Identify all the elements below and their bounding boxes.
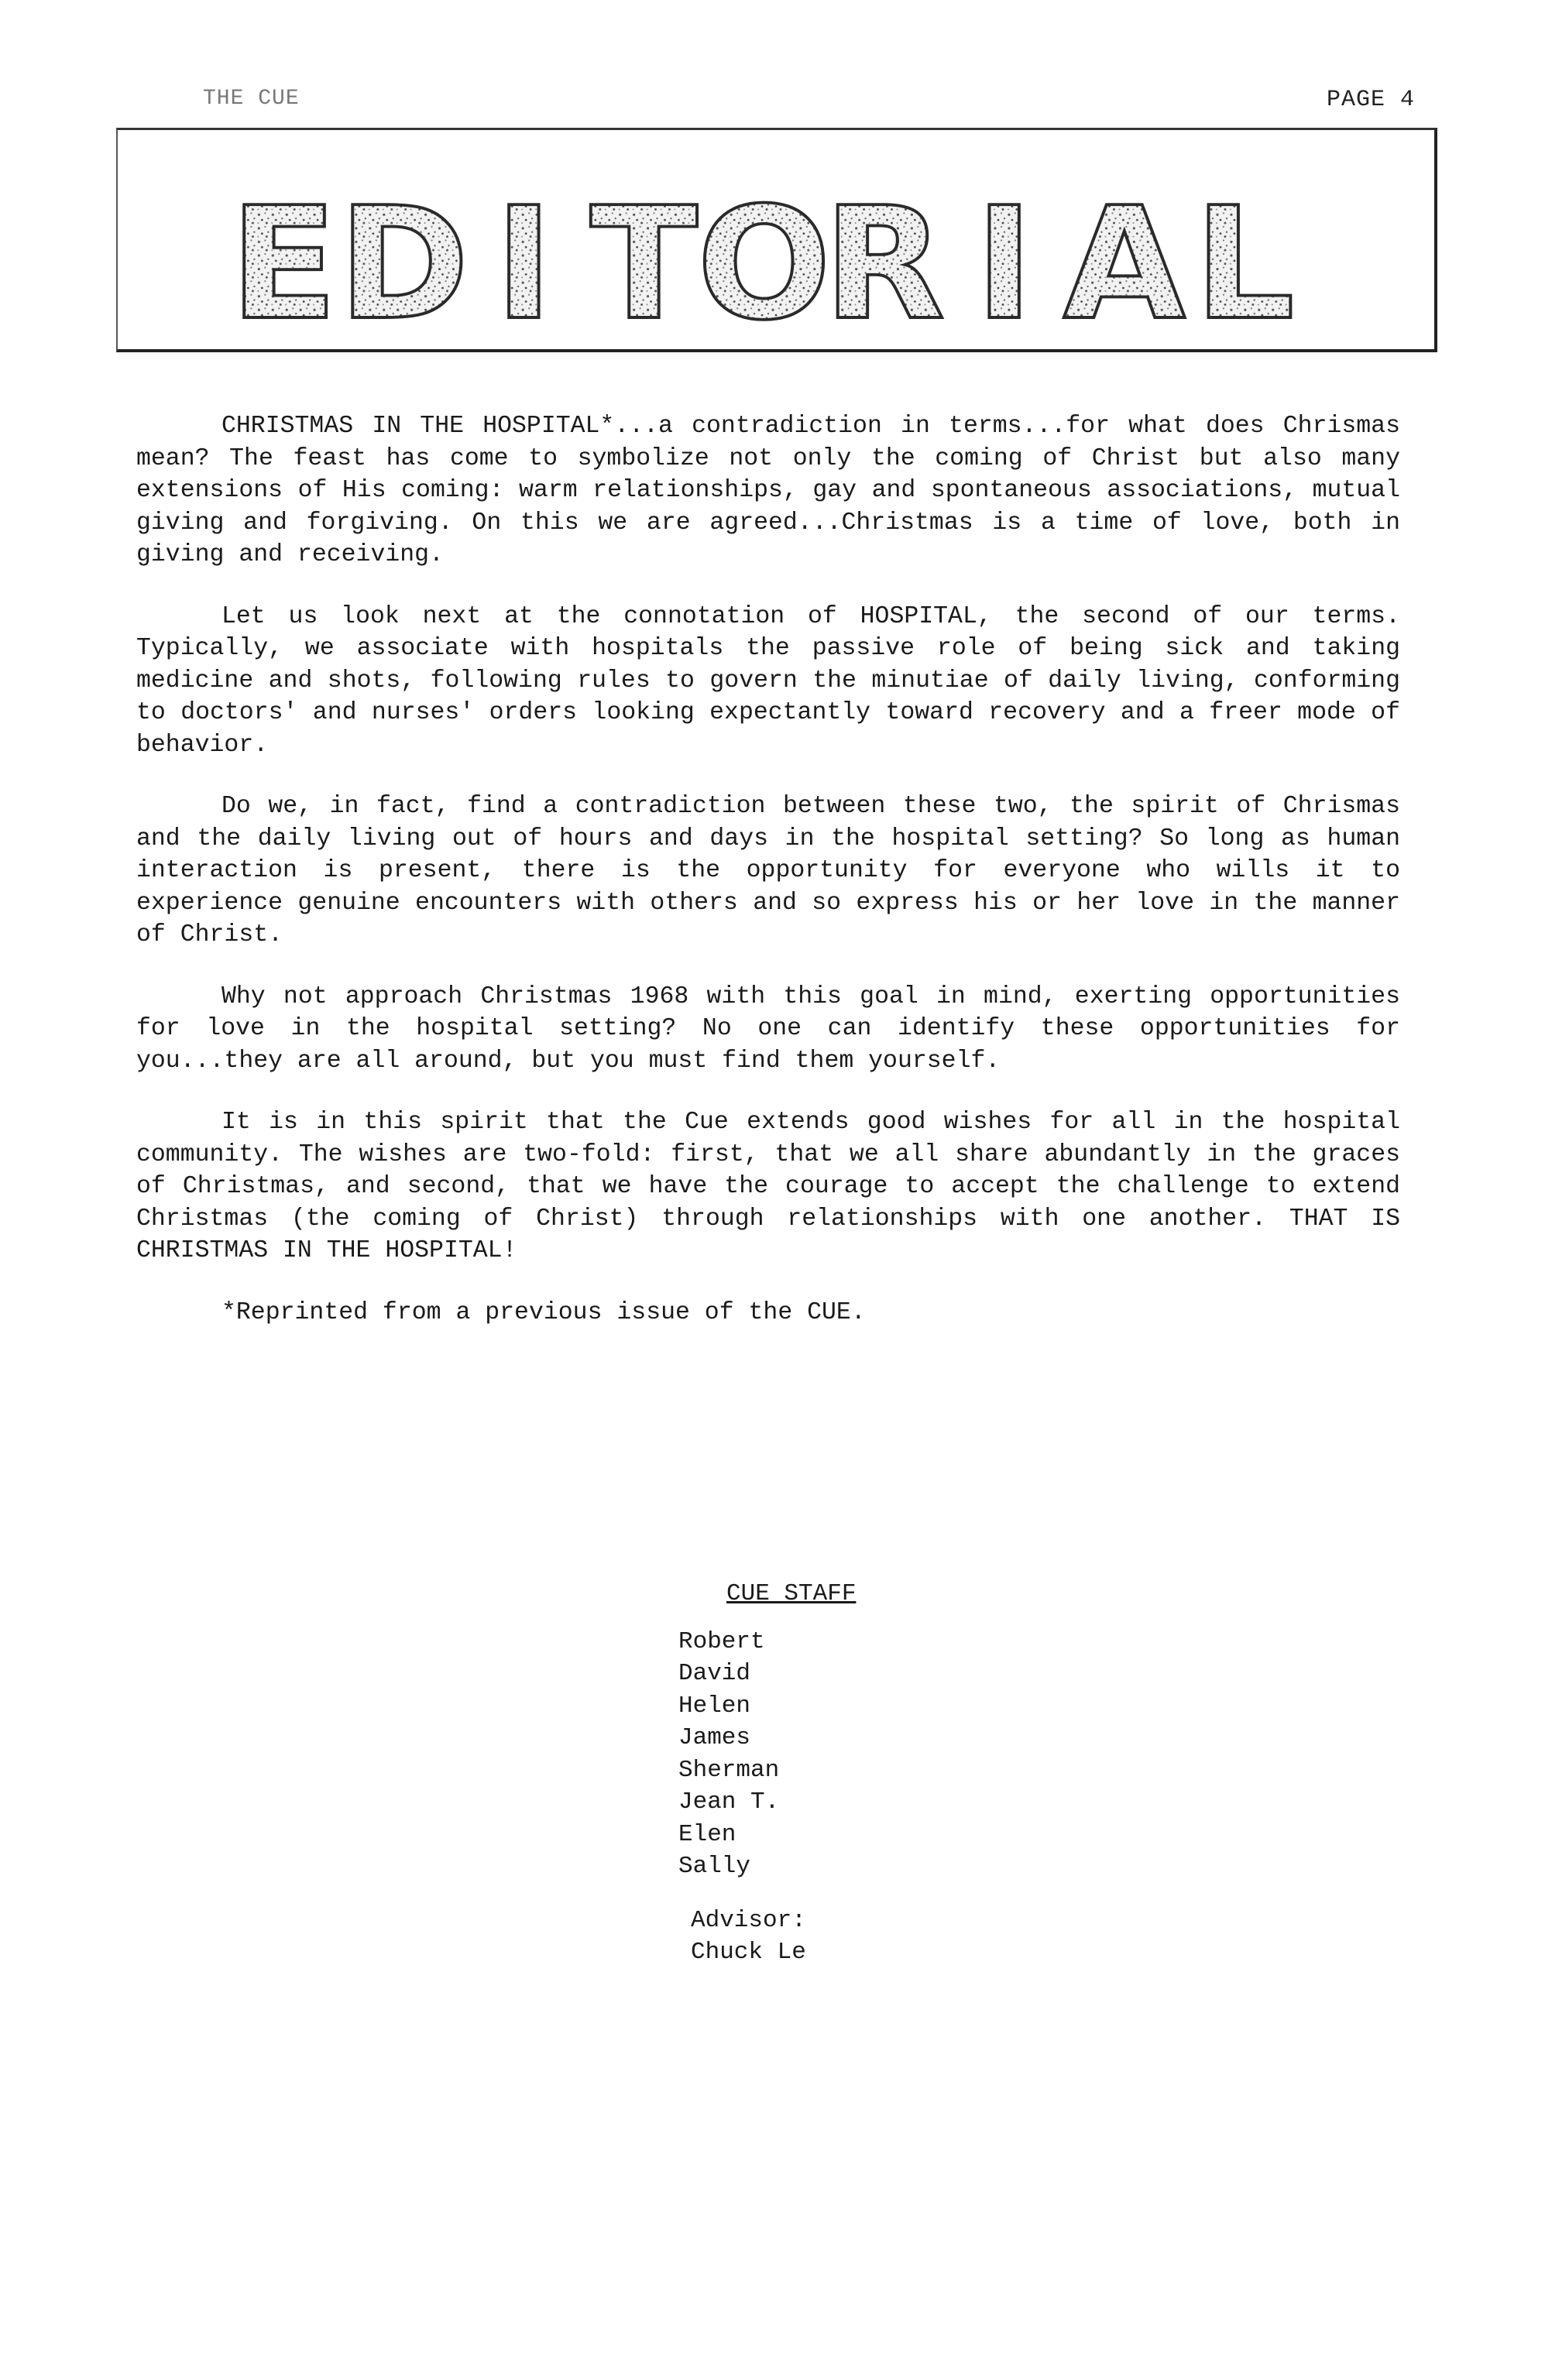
editorial-body [136,410,1400,1329]
staff-member: Helen [678,1692,751,1720]
staff-member: David [678,1660,751,1687]
editorial-paragraph: Do we, in fact, find a contradiction between these two, the spirit of Chrismas and the daily living out of hours and days in the hospital setting? So long as human interaction is present, there is the opportunity for everyone who wills it to experience genuine encounters with others and so express his or her love in the manner of Christ. [136,793,1400,948]
editorial-paragraph: CHRISTMAS IN THE HOSPITAL*...a contradiction in terms...for what does Chrismas mean? The feast has come to symbolize not only the coming of Christ but also many extensions of His coming: warm relationships, gay and spontaneous associations, mutual giving and forgiving. On this we are agreed...Christmas is a time of love, both in giving and receiving. [136,413,1400,568]
staff-member: Elen [678,1820,736,1848]
reprint-footnote: *Reprinted from a previous issue of the CUE. [221,1298,866,1326]
staff-title: CUE STAFF [726,1580,857,1607]
banner-letter: L [1193,173,1295,349]
banner-letter: R [822,173,946,349]
staff-list [678,1626,856,1883]
banner-letter: T [589,173,699,349]
banner-letter: I [974,173,1034,349]
banner-letter: I [494,173,554,349]
editorial-banner [116,128,1437,352]
cue-staff-section [678,1578,856,1969]
editorial-paragraph: It is in this spirit that the Cue extends good wishes for all in the hospital community. The wishes are two-fold: first, that we all share abundantly in the graces of Christmas, and second, that we have the courage to accept the challenge to extend Christmas (the coming of Christ) through relationships with one another. THAT IS CHRISTMAS IN THE HOSPITAL! [136,1109,1400,1264]
editorial-paragraph: Let us look next at the connotation of HOSPITAL, the second of our terms. Typically, we associate with hospitals the passive role of being sick and taking medicine and shots, following rules to govern the minutiae of daily living, conforming to doctors' and nurses' orders looking expectantly toward recovery and a freer mode of behavior. [136,602,1400,759]
staff-member: Sally [678,1853,751,1880]
advisor-name: Chuck Le [691,1939,806,1966]
advisor-label: Advisor: [691,1906,806,1934]
staff-member: Jean T. [678,1788,780,1816]
banner-letter: O [696,173,832,349]
staff-member: Sherman [678,1756,780,1784]
editorial-paragraph: Why not approach Christmas 1968 with this goal in mind, exerting opportunities for love in the hospital setting? No one can identify these opportunities for you...they are all around, but you must find them yourself. [136,983,1400,1075]
banner-letter: A [1063,173,1186,349]
editorial-banner-art [118,130,1434,349]
page-number: PAGE 4 [1326,87,1415,113]
banner-letter: D [338,173,470,349]
banner-letter: E [229,173,338,349]
staff-member: Robert [678,1627,765,1655]
publication-name: THE CUE [203,87,300,111]
page-header [203,87,1415,125]
staff-member: James [678,1724,751,1751]
advisor-block [678,1905,856,1969]
